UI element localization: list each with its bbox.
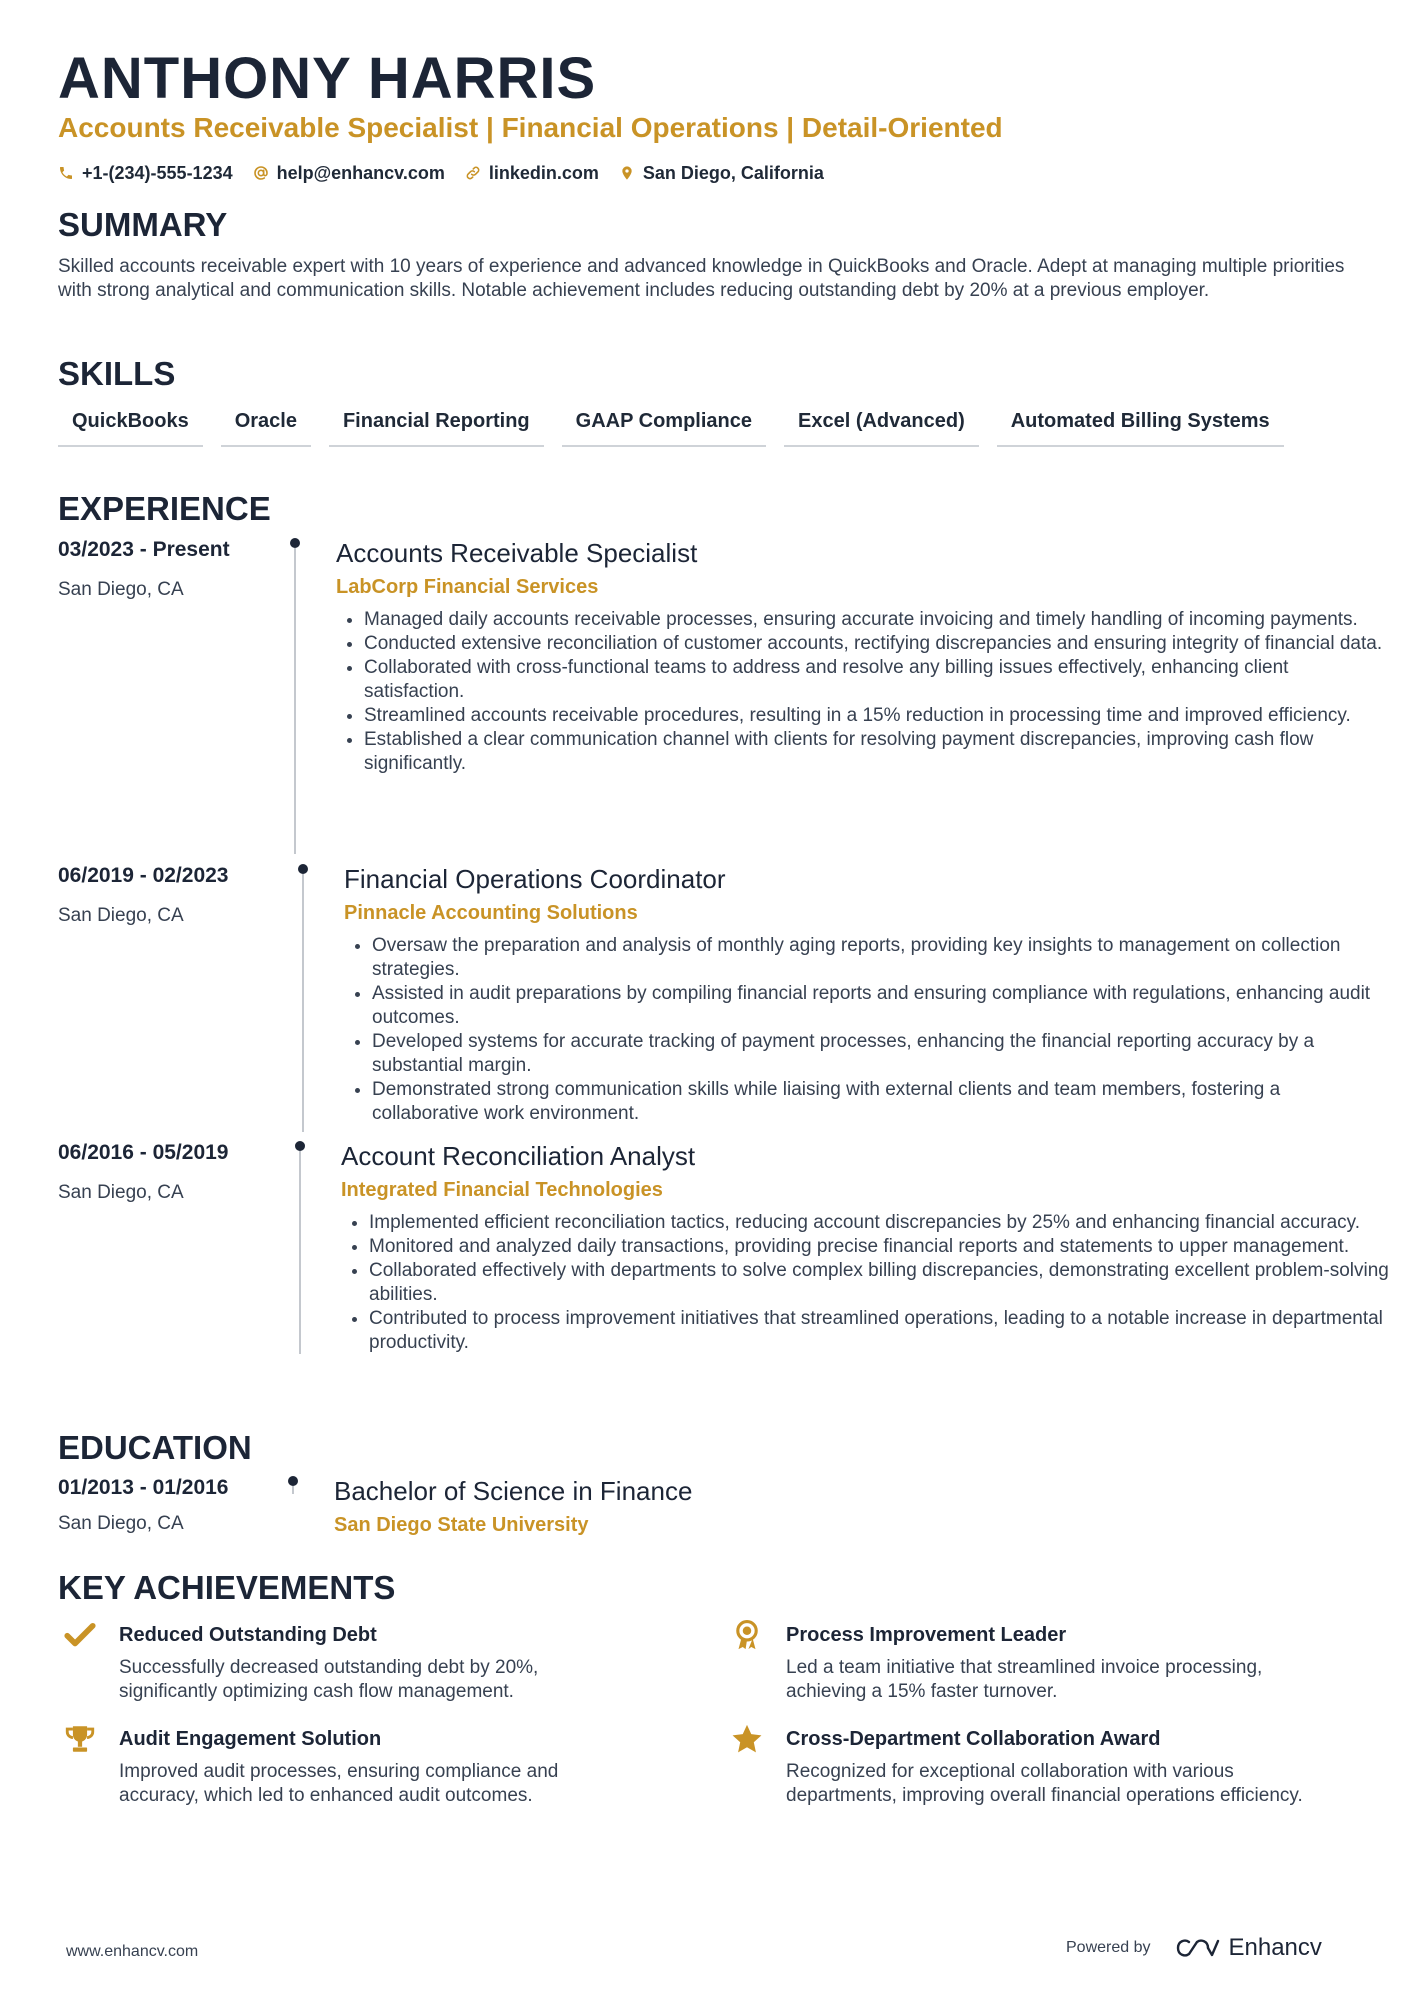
school-name: San Diego State University xyxy=(334,1514,589,1536)
job-bullets xyxy=(344,934,1390,1126)
skill-tag: GAAP Compliance xyxy=(562,406,766,447)
skill-tag: Financial Reporting xyxy=(329,406,544,447)
achievement-desc: Led a team initiative that streamlined invoice processing, achieving a 15% faster turnover. xyxy=(786,1657,1263,1702)
timeline-line xyxy=(292,1486,294,1494)
contact-location xyxy=(619,163,824,184)
achievement-desc: Improved audit processes, ensuring compliance and accuracy, which led to enhanced audit outcomes. xyxy=(119,1761,559,1806)
education-date: 01/2013 - 01/2016 xyxy=(58,1476,229,1499)
summary-heading: SUMMARY xyxy=(58,206,228,243)
list-item: • Oversaw the preparation and analysis of monthly aging reports, providing key insights to management on collection strategies. xyxy=(372,934,1390,982)
timeline-dot xyxy=(295,1141,305,1151)
education-heading: EDUCATION xyxy=(58,1429,252,1466)
job-title: Accounts Receivable Specialist xyxy=(336,538,698,568)
trophy-icon xyxy=(63,1722,97,1756)
job-date: 06/2019 - 02/2023 xyxy=(58,864,229,887)
list-item: • Streamlined accounts receivable procedures, resulting in a 15% reduction in processing time and improved efficiency. xyxy=(364,704,1390,728)
list-item: • Monitored and analyzed daily transactions, providing precise financial reports and statements to upper management. xyxy=(369,1235,1390,1259)
job-location: San Diego, CA xyxy=(58,579,184,600)
job-title: Account Reconciliation Analyst xyxy=(341,1141,696,1171)
at-icon xyxy=(253,165,269,181)
education-location: San Diego, CA xyxy=(58,1513,184,1534)
brand-logo[interactable] xyxy=(1175,1934,1322,1962)
phone-text: +1-(234)-555-1234 xyxy=(82,162,233,183)
candidate-name: ANTHONY HARRIS xyxy=(58,46,597,111)
job-title: Financial Operations Coordinator xyxy=(344,864,726,894)
skills-heading: SKILLS xyxy=(58,355,176,392)
achievement-title: Reduced Outstanding Debt xyxy=(119,1624,377,1646)
list-item: • Implemented efficient reconciliation tactics, reducing account discrepancies by 25% and enhancing financial accuracy. xyxy=(369,1211,1390,1235)
contact-linkedin[interactable] xyxy=(465,163,599,184)
list-item: • Assisted in audit preparations by compiling financial reports and ensuring compliance with regulations, enhancing audit outcomes. xyxy=(372,982,1390,1030)
achievements-heading: KEY ACHIEVEMENTS xyxy=(58,1569,396,1606)
check-icon xyxy=(63,1618,97,1652)
footer-website[interactable]: www.enhancv.com xyxy=(66,1943,199,1960)
summary-text: Skilled accounts receivable expert with 10 years of experience and advanced knowledge in QuickBooks and Oracle. Adept at managing multiple priorities with strong analytical and communication skills. Notable achievement includes reducing outstanding debt by 20% at a previous employer. xyxy=(58,256,1345,301)
experience-heading: EXPERIENCE xyxy=(58,490,271,527)
link-icon xyxy=(465,165,481,181)
footer-branding xyxy=(1066,1934,1322,1962)
timeline-dot xyxy=(290,538,300,548)
enhancv-logo-icon xyxy=(1175,1936,1221,1960)
location-pin-icon xyxy=(619,165,635,181)
brand-name: Enhancv xyxy=(1228,1934,1322,1961)
star-icon xyxy=(730,1722,764,1756)
linkedin-text: linkedin.com xyxy=(488,162,599,183)
timeline-line xyxy=(294,548,296,854)
list-item: • Collaborated effectively with departments to solve complex billing discrepancies, demonstrating excellent problem-solving abilities. xyxy=(369,1259,1390,1307)
location-text: San Diego, California xyxy=(642,162,824,183)
email-text: help@enhancv.com xyxy=(276,162,445,183)
contact-email[interactable] xyxy=(253,163,445,184)
degree-title: Bachelor of Science in Finance xyxy=(334,1476,693,1506)
skill-tag: Automated Billing Systems xyxy=(997,406,1284,447)
job-date: 06/2016 - 05/2019 xyxy=(58,1141,229,1164)
skills-list xyxy=(58,406,1284,447)
list-item: • Collaborated with cross-functional teams to address and resolve any billing issues effectively, enhancing client satisfaction. xyxy=(364,656,1390,704)
achievement-desc: Recognized for exceptional collaboration with various departments, improving overall financial operations efficiency. xyxy=(786,1761,1303,1806)
job-bullets xyxy=(336,608,1390,776)
list-item: • Developed systems for accurate tracking of payment processes, enhancing the financial reporting accuracy by a substantial margin. xyxy=(372,1030,1390,1078)
achievement-title: Cross-Department Collaboration Award xyxy=(786,1728,1161,1750)
contact-phone[interactable] xyxy=(58,163,233,184)
phone-icon xyxy=(58,165,74,181)
job-location: San Diego, CA xyxy=(58,905,184,926)
job-company: LabCorp Financial Services xyxy=(336,576,599,598)
job-bullets xyxy=(341,1211,1390,1355)
list-item: • Contributed to process improvement initiatives that streamlined operations, leading to a notable increase in departmental productivity. xyxy=(369,1307,1390,1355)
job-date: 03/2023 - Present xyxy=(58,538,230,561)
headline: Accounts Receivable Specialist | Financial Operations | Detail-Oriented xyxy=(58,112,1003,143)
skill-tag: QuickBooks xyxy=(58,406,203,447)
award-ribbon-icon xyxy=(730,1618,764,1652)
list-item: • Conducted extensive reconciliation of customer accounts, rectifying discrepancies and ensuring integrity of financial data. xyxy=(364,632,1390,656)
achievement-title: Process Improvement Leader xyxy=(786,1624,1067,1646)
timeline-dot xyxy=(288,1476,298,1486)
contact-bar xyxy=(58,158,824,188)
powered-by-label: Powered by xyxy=(1066,1939,1151,1956)
job-company: Integrated Financial Technologies xyxy=(341,1179,663,1201)
job-location: San Diego, CA xyxy=(58,1182,184,1203)
list-item: • Demonstrated strong communication skills while liaising with external clients and team members, fostering a collaborative work environment. xyxy=(372,1078,1390,1126)
achievement-title: Audit Engagement Solution xyxy=(119,1728,382,1750)
skill-tag: Excel (Advanced) xyxy=(784,406,979,447)
timeline-line xyxy=(299,1151,301,1354)
achievement-desc: Successfully decreased outstanding debt by 20%, significantly optimizing cash flow management. xyxy=(119,1657,539,1702)
list-item: • Established a clear communication channel with clients for resolving payment discrepancies, improving cash flow significantly. xyxy=(364,728,1390,776)
list-item: • Managed daily accounts receivable processes, ensuring accurate invoicing and timely handling of incoming payments. xyxy=(364,608,1390,632)
skill-tag: Oracle xyxy=(221,406,311,447)
timeline-dot xyxy=(298,864,308,874)
job-company: Pinnacle Accounting Solutions xyxy=(344,902,638,924)
timeline-line xyxy=(302,874,304,1132)
